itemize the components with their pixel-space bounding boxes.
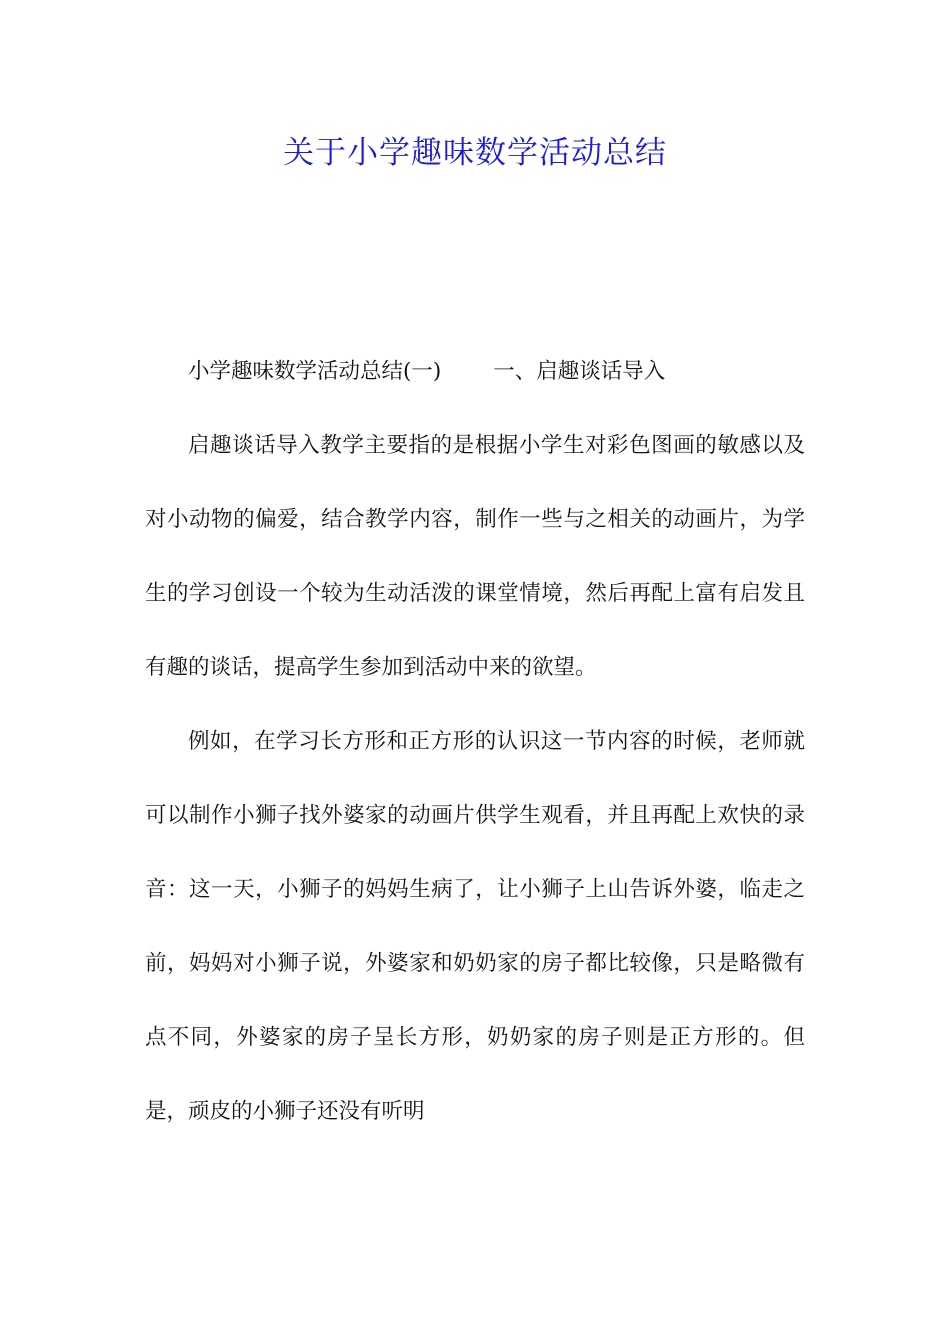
document-title: 关于小学趣味数学活动总结 xyxy=(283,135,667,171)
subsection-heading: 一、启趣谈话导入 xyxy=(493,359,666,384)
paragraph-1: 启趣谈话导入教学主要指的是根据小学生对彩色图画的敏感以及对小动物的偏爱，结合教学内容，制作一些与之相关的动画片，为学生的学习创设一个较为生动活泼的课堂情境，然后再配上富有启发且有趣的谈话，提高学生参加到活动中来的欲望。 xyxy=(145,433,805,680)
section-heading: 小学趣味数学活动总结(一) xyxy=(188,359,442,384)
section-heading-line xyxy=(145,335,805,409)
paragraph-2: 例如，在学习长方形和正方形的认识这一节内容的时候，老师就可以制作小狮子找外婆家的动画片供学生观看，并且再配上欢快的录音：这一天，小狮子的妈妈生病了，让小狮子上山告诉外婆，临走之前，妈妈对小狮子说，外婆家和奶奶家的房子都比较像，只是略微有点不同，外婆家的房子呈长方形，奶奶家的房子则是正方形的。但是，顽皮的小狮子还没有听明 xyxy=(145,729,805,1124)
document-body xyxy=(145,335,805,1149)
